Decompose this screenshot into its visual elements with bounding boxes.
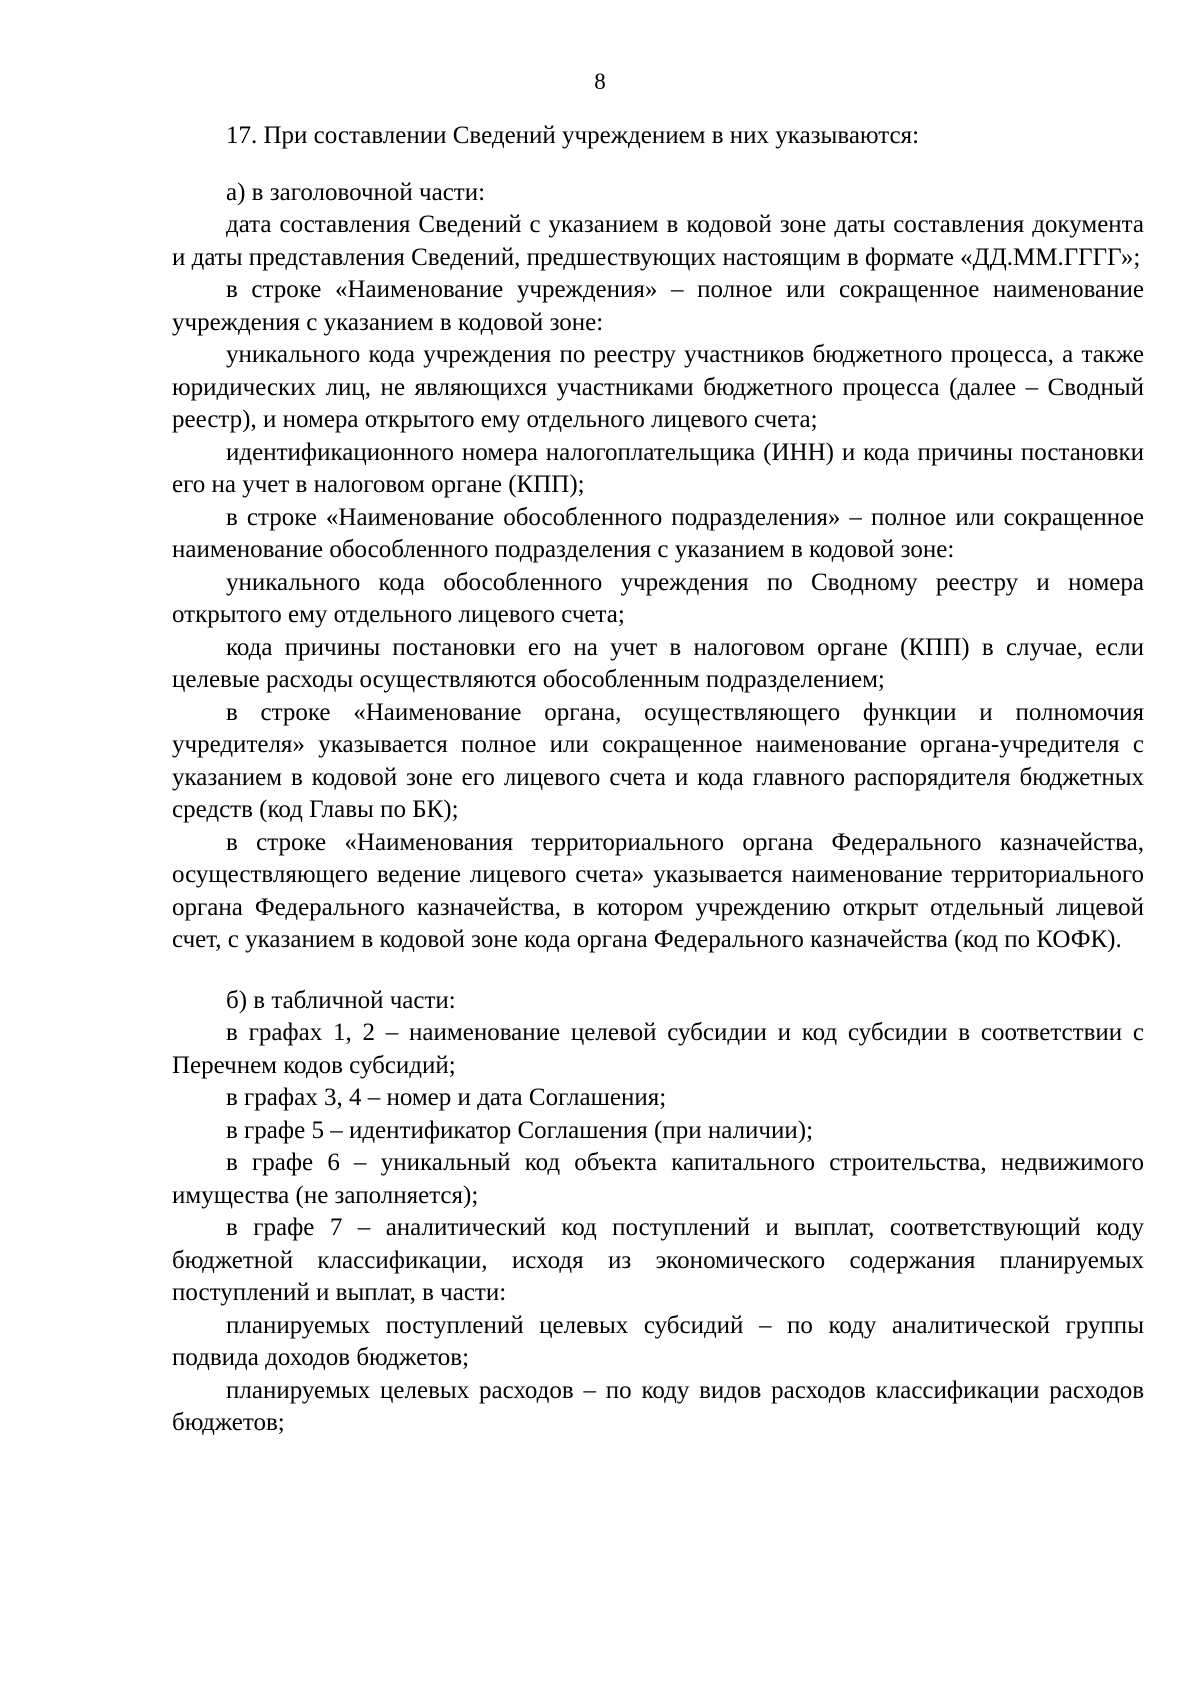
paragraph: в графах 3, 4 – номер и дата Соглашения;: [226, 1084, 667, 1111]
paragraph-item-17: 17. При составлении Сведений учреждением в них указываются:: [226, 122, 920, 149]
page-number: 8: [594, 69, 606, 94]
paragraph: уникального кода обособленного учреждения по Сводному реестру и номера открытого ему отдельного лицевого счета;: [172, 568, 1144, 628]
paragraph: в графе 6 – уникальный код объекта капитального строительства, недвижимого имущества (не заполняется);: [172, 1149, 1144, 1209]
paragraph: в строке «Наименования территориального органа Федерального казначейства, осуществляющего ведение лицевого счета» указывается наименование территориального органа Федерального казначейства, в котором учреждению открыт отдельный лицевой счет, с указанием в кодовой зоне кода органа Федерального казначейства (код по КОФК).: [172, 828, 1144, 953]
paragraph: дата составления Сведений с указанием в кодовой зоне даты составления документа и даты представления Сведений, предшествующих настоящим в формате «ДД.ММ.ГГГГ»;: [172, 211, 1144, 271]
paragraph: в графе 7 – аналитический код поступлений и выплат, соответствующий коду бюджетной классификации, исходя из экономического содержания планируемых поступлений и выплат, в части:: [172, 1214, 1144, 1306]
paragraph: уникального кода учреждения по реестру участников бюджетного процесса, а также юридических лиц, не являющихся участниками бюджетного процесса (далее – Сводный реестр), и номера открытого ему отдельного лицевого счета;: [172, 341, 1144, 433]
paragraph: в графе 5 – идентификатор Соглашения (при наличии);: [226, 1116, 814, 1144]
paragraph-table-section: б) в табличной части:: [226, 986, 456, 1014]
paragraph: кода причины постановки его на учет в налоговом органе (КПП) в случае, если целевые расходы осуществляются обособленным подразделением;: [172, 633, 1144, 693]
paragraph: в строке «Наименование обособленного подразделения» – полное или сокращенное наименование обособленного подразделения с указанием в кодовой зоне:: [172, 503, 1144, 563]
paragraph: в строке «Наименование учреждения» – полное или сокращенное наименование учреждения с указанием в кодовой зоне:: [172, 276, 1144, 336]
document-body: [172, 120, 1144, 1440]
paragraph-header-section: а) в заголовочной части:: [226, 178, 486, 206]
paragraph: идентификационного номера налогоплательщика (ИНН) и кода причины постановки его на учет в налоговом органе (КПП);: [172, 438, 1144, 498]
paragraph: в графах 1, 2 – наименование целевой субсидии и код субсидии в соответствии с Перечнем кодов субсидий;: [172, 1019, 1144, 1079]
paragraph: планируемых целевых расходов – по коду видов расходов классификации расходов бюджетов;: [172, 1376, 1144, 1436]
paragraph: в строке «Наименование органа, осуществляющего функции и полномочия учредителя» указывается полное или сокращенное наименование органа-учредителя с указанием в кодовой зоне его лицевого счета и кода главного распорядителя бюджетных средств (код Главы по БК);: [172, 698, 1144, 823]
paragraph: планируемых поступлений целевых субсидий – по коду аналитической группы подвида доходов бюджетов;: [172, 1311, 1144, 1371]
